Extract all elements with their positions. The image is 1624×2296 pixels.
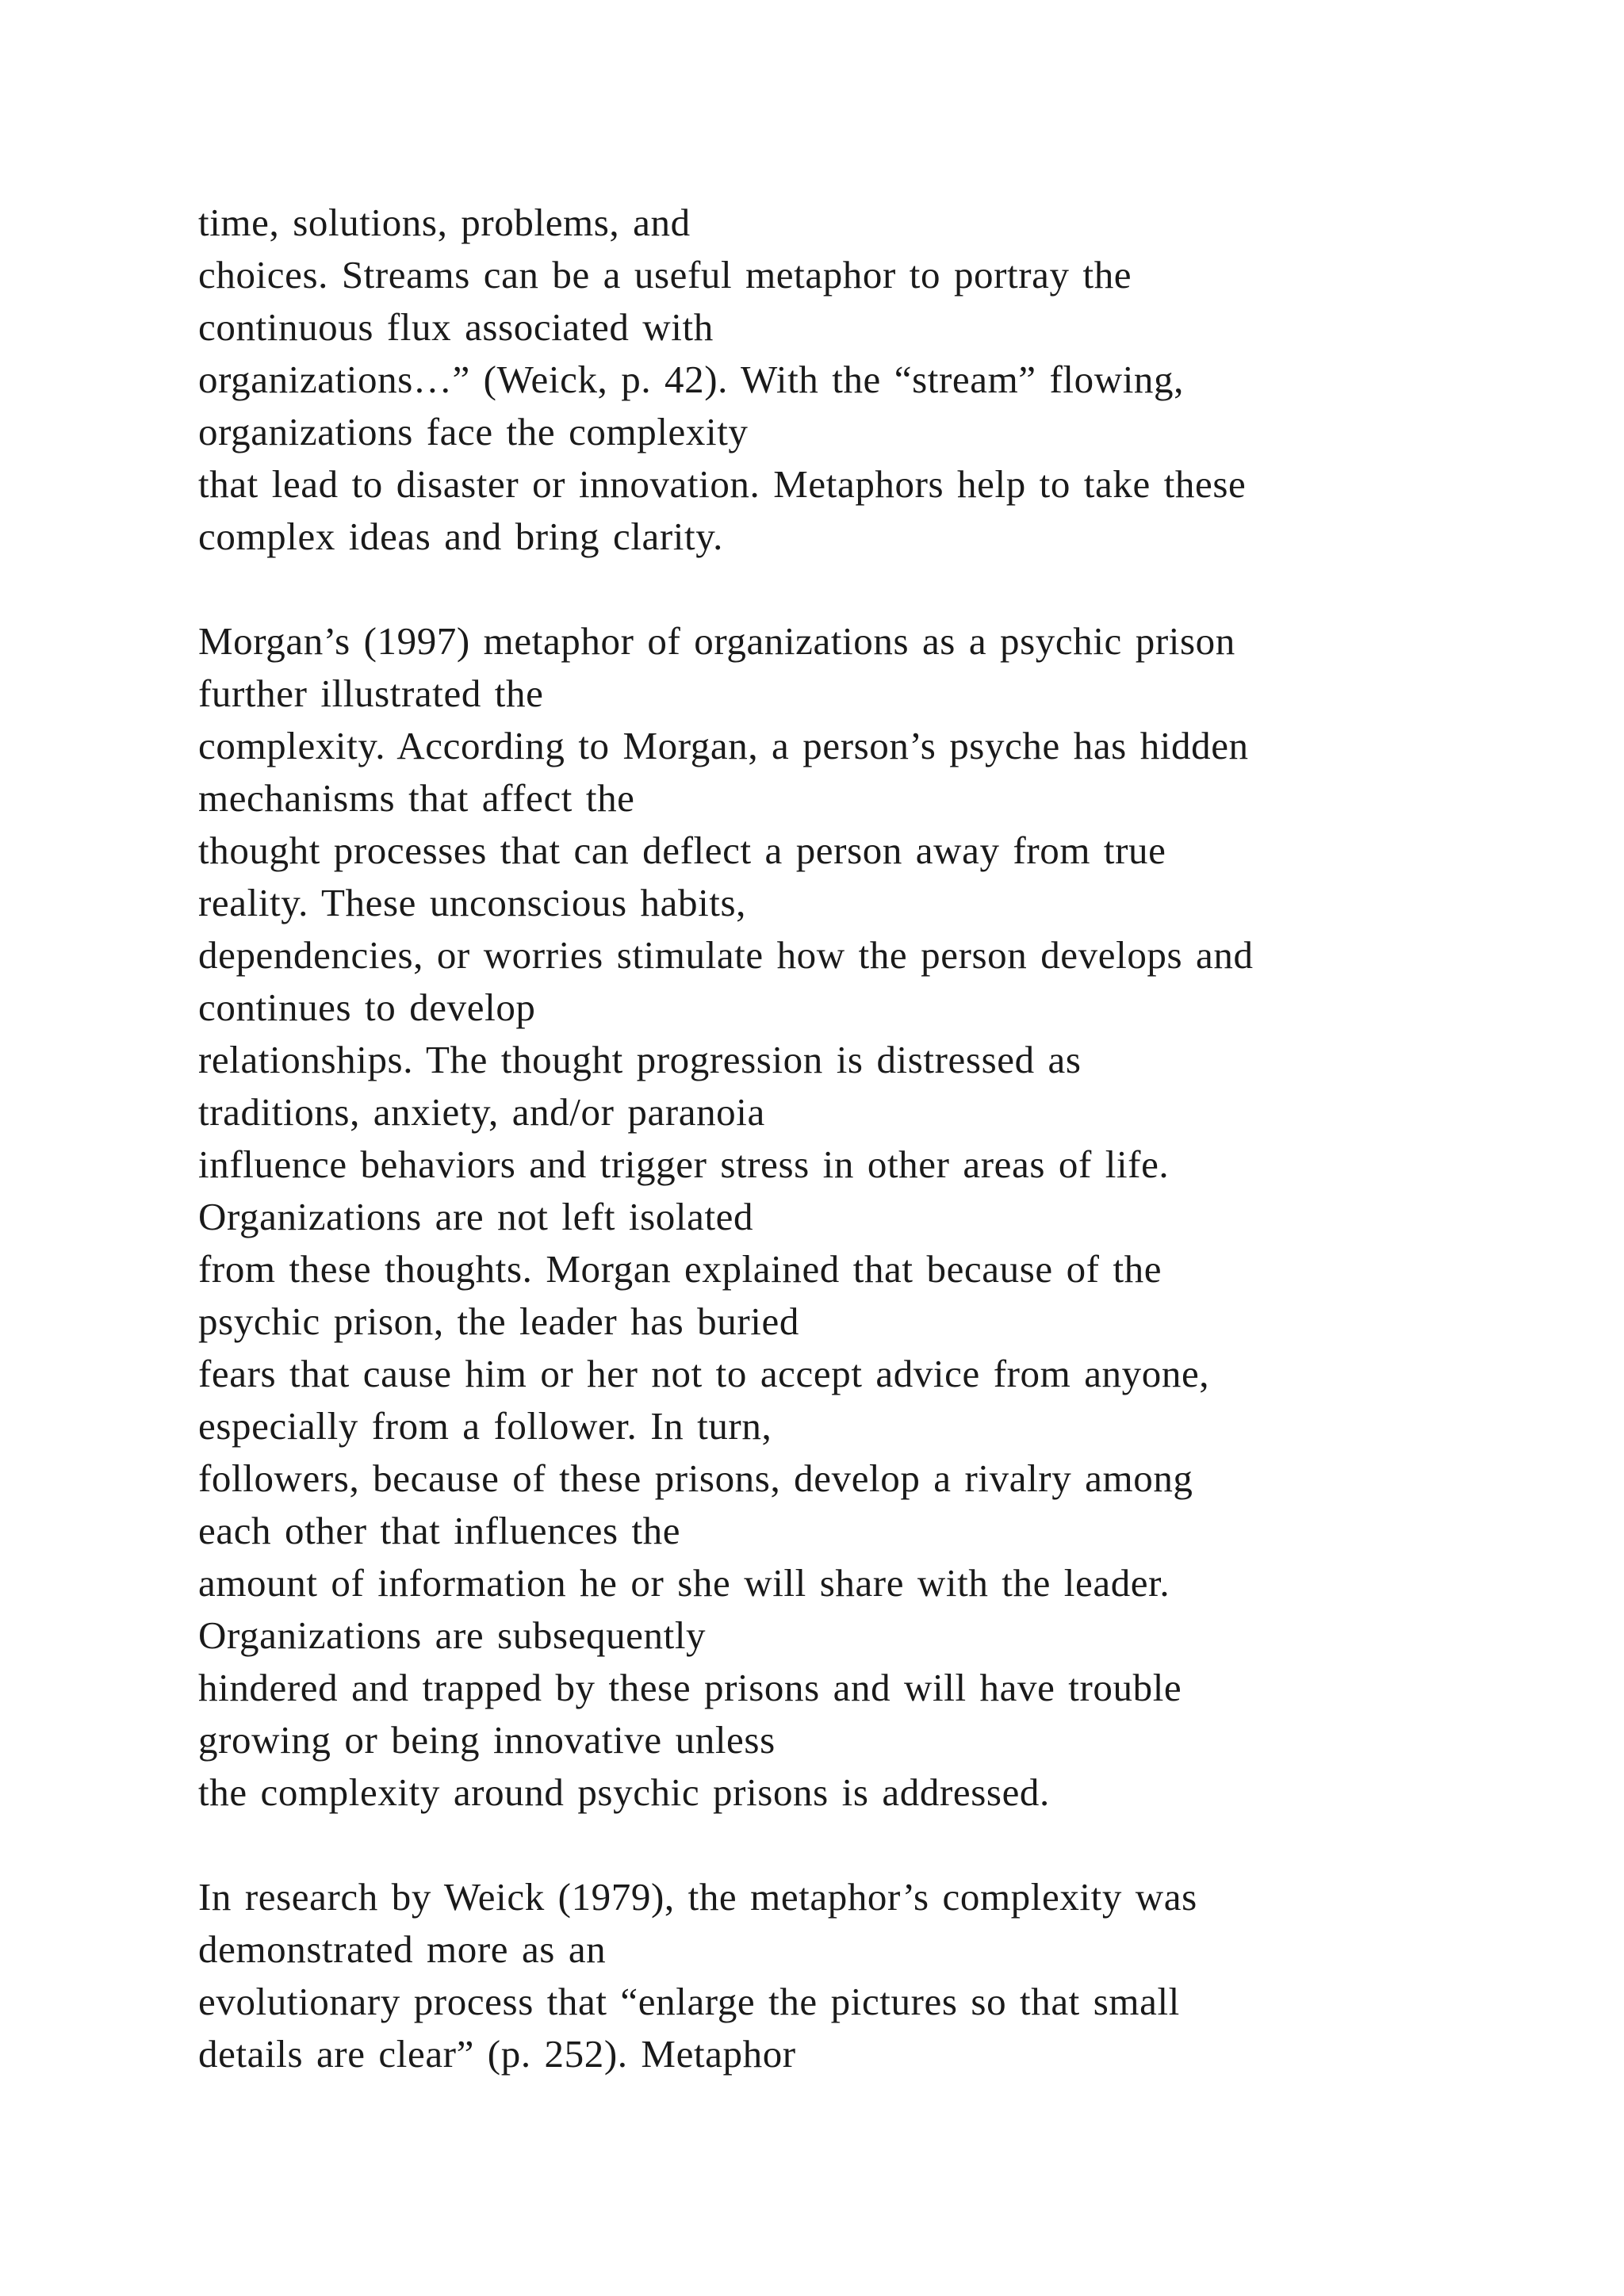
text-line: complexity. According to Morgan, a person’s psyche has hidden bbox=[198, 724, 1249, 767]
text-line: traditions, anxiety, and/or paranoia bbox=[198, 1090, 765, 1134]
text-line: especially from a follower. In turn, bbox=[198, 1404, 772, 1448]
text-line: growing or being innovative unless bbox=[198, 1718, 776, 1762]
text-line: time, solutions, problems, and bbox=[198, 201, 691, 244]
paragraph-1 bbox=[198, 197, 1546, 563]
text-line: reality. These unconscious habits, bbox=[198, 881, 747, 924]
text-line: dependencies, or worries stimulate how the person develops and bbox=[198, 933, 1254, 977]
text-line: each other that influences the bbox=[198, 1509, 681, 1552]
paragraph-spacer bbox=[198, 1819, 1546, 1871]
text-line: Organizations are not left isolated bbox=[198, 1195, 754, 1238]
text-line: influence behaviors and trigger stress in other areas of life. bbox=[198, 1142, 1170, 1186]
text-line: evolutionary process that “enlarge the pictures so that small bbox=[198, 1980, 1180, 2023]
text-line: organizations face the complexity bbox=[198, 410, 749, 453]
paragraph-3 bbox=[198, 1871, 1546, 2080]
paragraph-spacer bbox=[198, 563, 1546, 615]
text-line: from these thoughts. Morgan explained that because of the bbox=[198, 1247, 1162, 1291]
text-line: fears that cause him or her not to accept advice from anyone, bbox=[198, 1352, 1210, 1395]
document-body bbox=[198, 197, 1546, 2080]
text-line: choices. Streams can be a useful metaphor to portray the bbox=[198, 253, 1132, 297]
text-line: continues to develop bbox=[198, 985, 536, 1029]
text-line: Morgan’s (1997) metaphor of organizations as a psychic prison bbox=[198, 619, 1235, 663]
text-line: followers, because of these prisons, develop a rivalry among bbox=[198, 1456, 1193, 1500]
text-line: demonstrated more as an bbox=[198, 1927, 607, 1971]
text-line: hindered and trapped by these prisons and will have trouble bbox=[198, 1666, 1182, 1709]
text-line: complex ideas and bring clarity. bbox=[198, 515, 724, 558]
text-line: the complexity around psychic prisons is addressed. bbox=[198, 1770, 1050, 1814]
text-line: thought processes that can deflect a person away from true bbox=[198, 828, 1166, 872]
text-line: continuous flux associated with bbox=[198, 305, 714, 349]
paragraph-2 bbox=[198, 615, 1546, 1819]
text-line: In research by Weick (1979), the metaphor’s complexity was bbox=[198, 1875, 1197, 1919]
text-line: that lead to disaster or innovation. Metaphors help to take these bbox=[198, 462, 1247, 506]
text-line: Organizations are subsequently bbox=[198, 1613, 707, 1657]
text-line: details are clear” (p. 252). Metaphor bbox=[198, 2032, 796, 2076]
text-line: psychic prison, the leader has buried bbox=[198, 1299, 799, 1343]
text-line: further illustrated the bbox=[198, 672, 544, 715]
text-line: relationships. The thought progression is distressed as bbox=[198, 1038, 1082, 1081]
text-line: amount of information he or she will share with the leader. bbox=[198, 1561, 1170, 1605]
text-line: mechanisms that affect the bbox=[198, 776, 635, 820]
text-line: organizations…” (Weick, p. 42). With the “stream” flowing, bbox=[198, 358, 1184, 401]
